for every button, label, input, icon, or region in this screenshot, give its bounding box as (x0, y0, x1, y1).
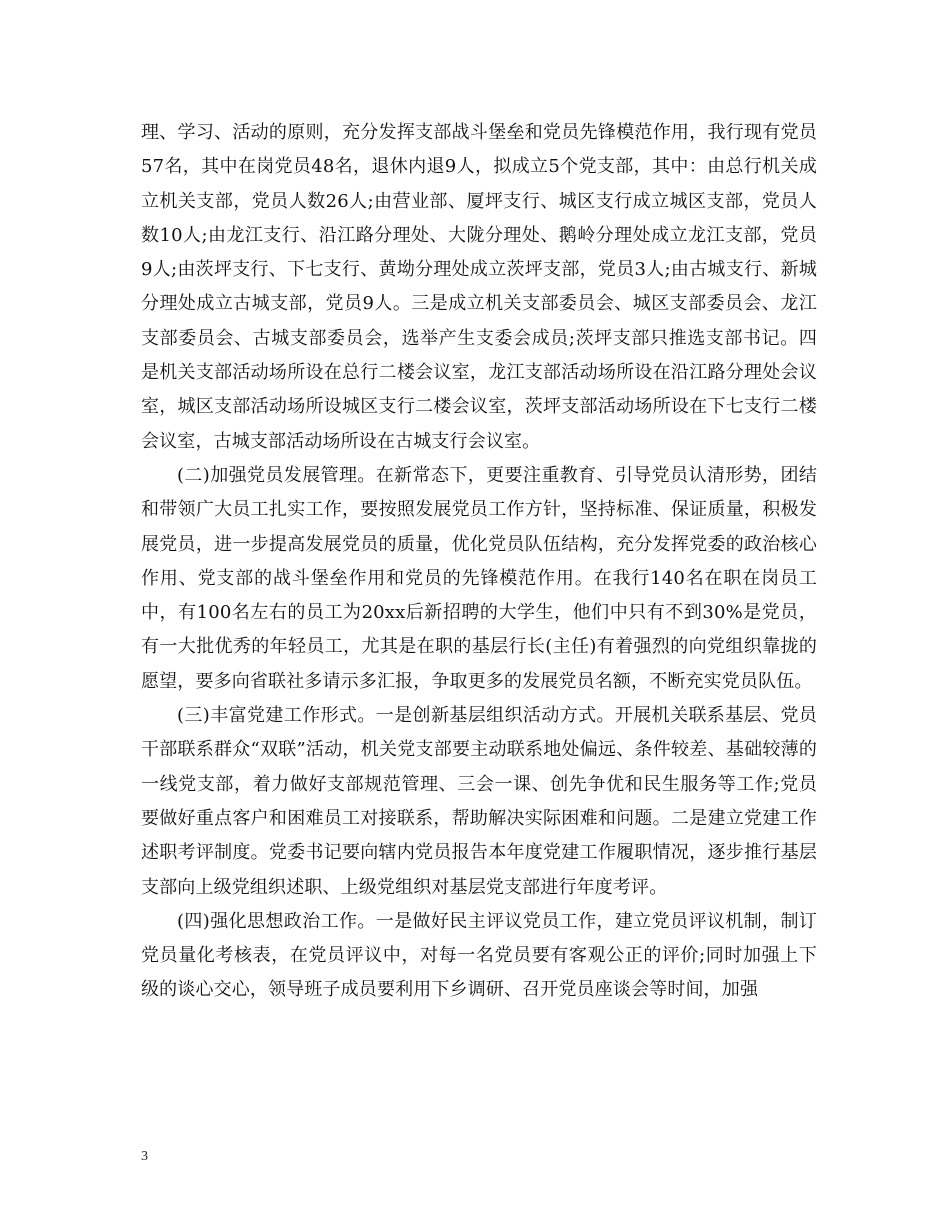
paragraph-party-member-development: (二)加强党员发展管理。在新常态下，更要注重教育、引导党员认清形势，团结和带领广大员工扎实工作，要按照发展党员工作方针，坚持标准、保证质量，积极发展党员，进一步提高发展党员的质量，优化党员队伍结构，充分发挥党委的政治核心作用、党支部的战斗堡垒作用和党员的先锋模范作用。在我行140名在职在岗员工中，有100名左右的员工为20xx后新招聘的大学生，他们中只有不到30%是党员，有一大批优秀的年轻员工，尤其是在职的基层行长(主任)有着强烈的向党组织靠拢的愿望，要多向省联社多请示多汇报，争取更多的发展党员名额，不断充实党员队伍。 (141, 464, 817, 692)
document-body (141, 116, 817, 1008)
page-number: 3 (141, 1149, 148, 1164)
paragraph-party-branch-setup: 理、学习、活动的原则，充分发挥支部战斗堡垒和党员先锋模范作用，我行现有党员57名，其中在岗党员48名，退休内退9人，拟成立5个党支部，其中：由总行机关成立机关支部，党员人数26人;由营业部、厦坪支行、城区支行成立城区支部，党员人数10人;由龙江支行、沿江路分理处、大陇分理处、鹅岭分理处成立龙江支部，党员9人;由茨坪支行、下七支行、黄坳分理处成立茨坪支部，党员3人;由古城支行、新城分理处成立古城支部，党员9人。三是成立机关支部委员会、城区支部委员会、龙江支部委员会、古城支部委员会，选举产生支委会成员;茨坪支部只推选支部书记。四是机关支部活动场所设在总行二楼会议室，龙江支部活动场所设在沿江路分理处会议室，城区支部活动场所设城区支行二楼会议室，茨坪支部活动场所设在下七支行二楼会议室，古城支部活动场所设在古城支行会议室。 (141, 122, 817, 452)
paragraph-party-building-forms: (三)丰富党建工作形式。一是创新基层组织活动方式。开展机关联系基层、党员干部联系群众“双联”活动，机关党支部要主动联系地处偏远、条件较差、基础较薄的一线党支部，着力做好支部规范管理、三会一课、创先争优和民生服务等工作;党员要做好重点客户和困难员工对接联系，帮助解决实际困难和问题。二是建立党建工作述职考评制度。党委书记要向辖内党员报告本年度党建工作履职情况，逐步推行基层支部向上级党组织述职、上级党组织对基层党支部进行年度考评。 (141, 705, 817, 898)
paragraph-ideological-work: (四)强化思想政治工作。一是做好民主评议党员工作，建立党员评议机制，制订党员量化考核表，在党员评议中，对每一名党员要有客观公正的评价;同时加强上下级的谈心交心，领导班子成员要利用下乡调研、召开党员座谈会等时间，加强 (141, 910, 817, 1001)
